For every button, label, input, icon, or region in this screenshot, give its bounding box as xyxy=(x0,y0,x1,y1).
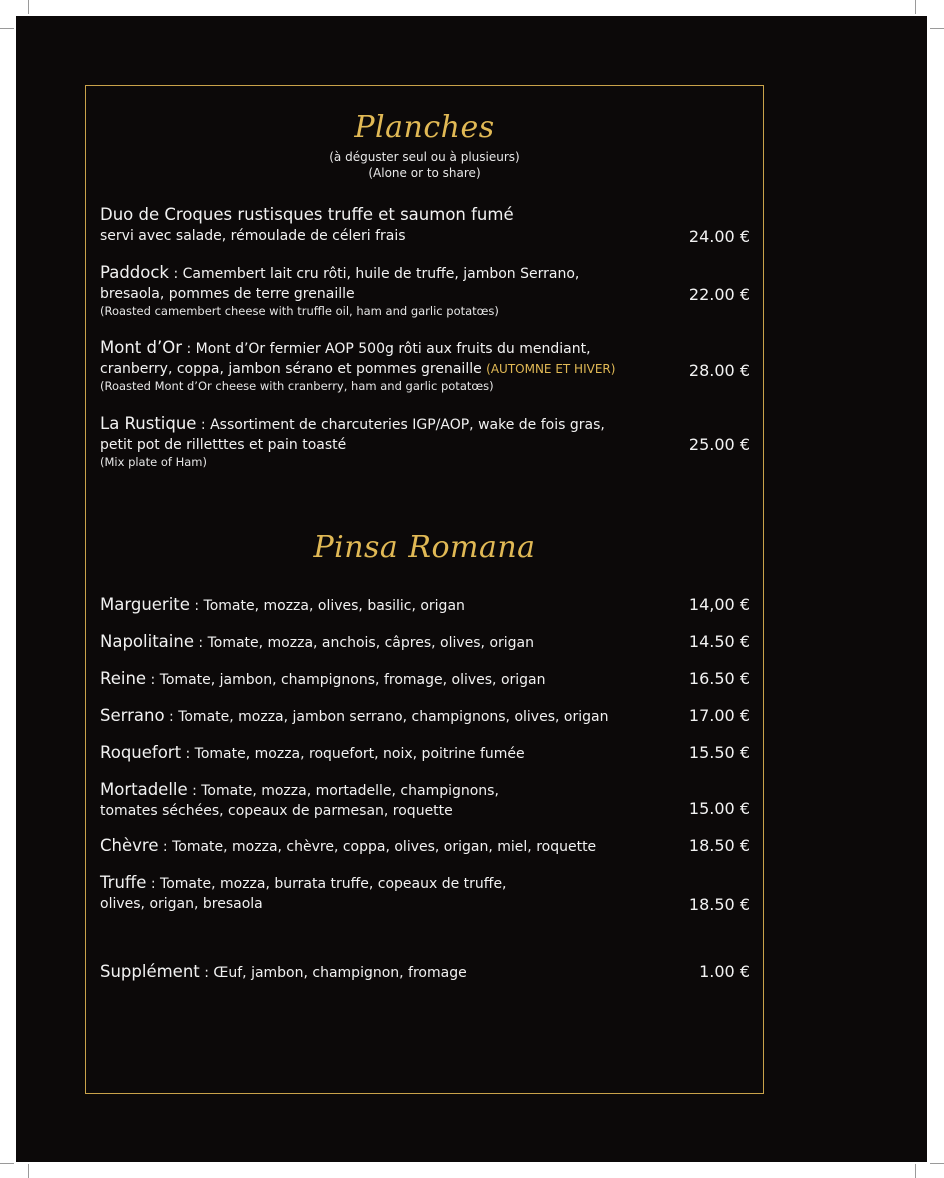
item-price: 18.50 € xyxy=(688,895,750,914)
item-description: : Camembert lait cru rôti, huile de truffe, jambon Serrano, xyxy=(169,266,580,282)
item-name: Supplément xyxy=(100,962,200,981)
item-description: : Tomate, jambon, champignons, fromage, olives, origan xyxy=(146,672,546,688)
item-price: 18.50 € xyxy=(688,836,750,855)
item-price: 1.00 € xyxy=(699,962,750,981)
menu-item-napolitaine xyxy=(100,632,750,653)
crop-mark xyxy=(28,0,29,14)
crop-mark xyxy=(915,1164,916,1178)
menu-item-chevre xyxy=(100,836,750,857)
item-description: : Tomate, mozza, mortadelle, champignons, xyxy=(187,783,499,799)
item-name: Serrano xyxy=(100,706,165,725)
menu-item-marguerite xyxy=(100,595,750,616)
item-name: Chèvre xyxy=(100,836,159,855)
crop-mark xyxy=(930,1163,944,1164)
section-title-pinsa-romana: Pinsa Romana xyxy=(313,530,536,565)
item-description: : Tomate, mozza, chèvre, coppa, olives, origan, miel, roquette xyxy=(158,839,597,855)
crop-mark xyxy=(28,1164,29,1178)
item-price: 28.00 € xyxy=(688,361,750,380)
menu-item-roquefort xyxy=(100,743,750,764)
item-name: Mortadelle xyxy=(100,780,188,799)
menu-item-serrano xyxy=(100,706,750,727)
subtitle-en: (Alone or to share) xyxy=(368,166,481,180)
menu-item-mortadelle xyxy=(100,780,750,821)
crop-mark xyxy=(915,0,916,14)
item-description-cont: olives, origan, bresaola xyxy=(100,896,263,912)
item-description-cont: cranberry, coppa, jambon sérano et pommes grenaille xyxy=(100,361,487,377)
crop-mark xyxy=(0,28,14,29)
item-name: Roquefort xyxy=(100,743,182,762)
item-description-cont: petit pot de rilletttes et pain toasté xyxy=(100,437,347,453)
item-description-cont: bresaola, pommes de terre grenaille xyxy=(100,286,355,302)
season-note: (AUTOMNE ET HIVER) xyxy=(486,362,616,376)
item-name: Reine xyxy=(100,669,147,688)
item-price: 14,00 € xyxy=(688,595,750,614)
item-name: Paddock xyxy=(100,263,169,282)
item-name: Napolitaine xyxy=(100,632,194,651)
subtitle-fr: (à déguster seul ou à plusieurs) xyxy=(329,150,520,164)
item-description: : Tomate, mozza, anchois, câpres, olives, origan xyxy=(193,635,535,651)
menu-item-duo-croques xyxy=(100,205,750,246)
item-description: : Tomate, mozza, roquefort, noix, poitrine fumée xyxy=(181,746,525,762)
item-description: : Mont d’Or fermier AOP 500g rôti aux fruits du mendiant, xyxy=(182,341,591,357)
item-name: La Rustique xyxy=(100,414,197,433)
menu-item-la-rustique xyxy=(100,414,750,469)
item-price: 24.00 € xyxy=(688,227,750,246)
menu-item-paddock xyxy=(100,263,750,318)
item-translation: (Mix plate of Ham) xyxy=(100,455,207,469)
menu-frame xyxy=(85,85,764,1094)
item-description: : Assortiment de charcuteries IGP/AOP, wake de fois gras, xyxy=(196,417,605,433)
item-description: : Tomate, mozza, olives, basilic, origan xyxy=(189,598,465,614)
item-price: 22.00 € xyxy=(688,285,750,304)
section-title-planches: Planches xyxy=(354,110,495,145)
crop-mark xyxy=(930,28,944,29)
menu-item-truffe xyxy=(100,873,750,914)
item-name: Marguerite xyxy=(100,595,190,614)
item-description: servi avec salade, rémoulade de céleri frais xyxy=(100,228,406,244)
item-price: 16.50 € xyxy=(688,669,750,688)
item-translation: (Roasted Mont d’Or cheese with cranberry, ham and garlic potatœs) xyxy=(100,379,494,393)
item-price: 15.00 € xyxy=(688,799,750,818)
menu-item-reine xyxy=(100,669,750,690)
item-description: : Tomate, mozza, burrata truffe, copeaux de truffe, xyxy=(146,876,507,892)
item-price: 25.00 € xyxy=(688,435,750,454)
item-price: 14.50 € xyxy=(688,632,750,651)
item-description: : Tomate, mozza, jambon serrano, champignons, olives, origan xyxy=(164,709,609,725)
item-description-cont: tomates séchées, copeaux de parmesan, roquette xyxy=(100,803,453,819)
menu-item-supplement xyxy=(100,962,750,983)
item-price: 17.00 € xyxy=(688,706,750,725)
item-price: 15.50 € xyxy=(688,743,750,762)
menu-item-mont-dor xyxy=(100,338,750,393)
item-name: Truffe xyxy=(100,873,147,892)
menu-page xyxy=(16,16,927,1162)
item-translation: (Roasted camembert cheese with truffle oil, ham and garlic potatœs) xyxy=(100,304,499,318)
item-name: Duo de Croques rustisques truffe et saumon fumé xyxy=(100,205,514,224)
crop-mark xyxy=(0,1163,14,1164)
item-description: : Œuf, jambon, champignon, fromage xyxy=(199,965,467,981)
item-name: Mont d’Or xyxy=(100,338,182,357)
